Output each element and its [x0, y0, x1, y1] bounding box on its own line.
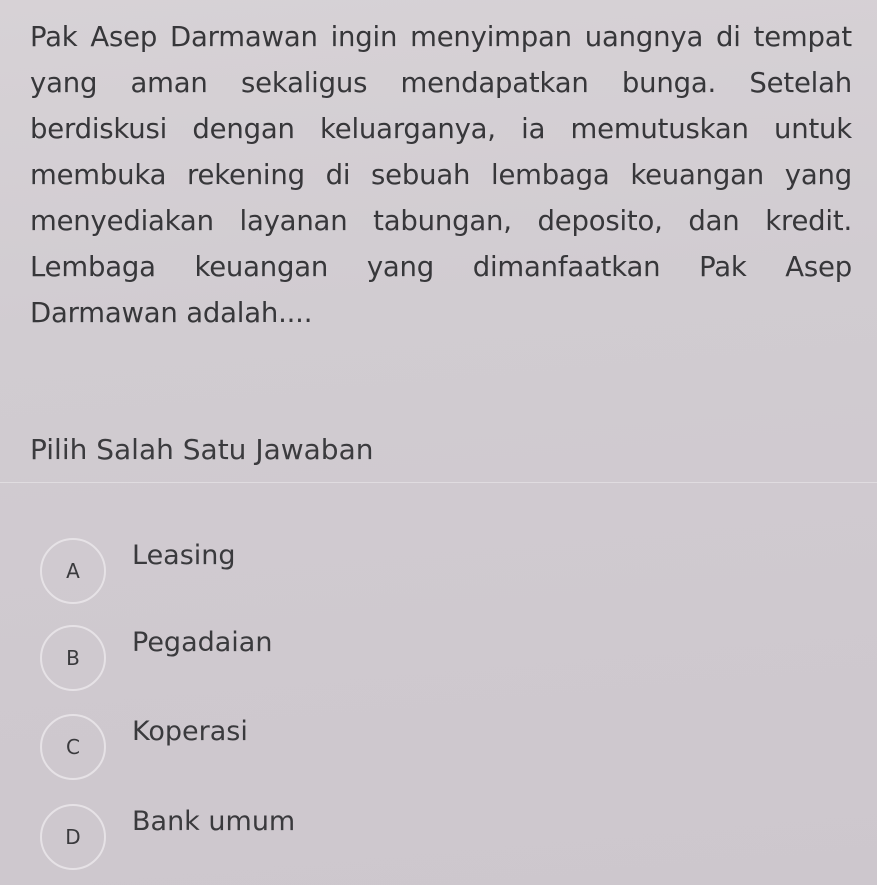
option-label-d[interactable]: Bank umum	[132, 806, 296, 837]
divider	[0, 482, 877, 483]
option-b[interactable]	[40, 625, 820, 695]
question-line: Lembaga keuangan yang dimanfaatkan Pak Asep	[30, 251, 852, 283]
option-d[interactable]	[40, 804, 820, 874]
answer-prompt: Pilih Salah Satu Jawaban	[30, 433, 374, 466]
question-line: berdiskusi dengan keluarganya, ia memutuskan untuk	[30, 113, 852, 145]
option-label-a[interactable]: Leasing	[132, 540, 236, 571]
option-label-b[interactable]: Pegadaian	[132, 627, 273, 658]
question-line: membuka rekening di sebuah lembaga keuangan yang	[30, 159, 852, 191]
option-c[interactable]	[40, 714, 820, 784]
option-letter-d[interactable]: D	[40, 804, 106, 870]
option-letter-c[interactable]: C	[40, 714, 106, 780]
question-text	[30, 14, 852, 336]
option-letter-a[interactable]: A	[40, 538, 106, 604]
option-letter-b[interactable]: B	[40, 625, 106, 691]
question-line: Pak Asep Darmawan ingin menyimpan uangnya di tempat	[30, 21, 852, 53]
option-label-c[interactable]: Koperasi	[132, 716, 248, 747]
question-line: menyediakan layanan tabungan, deposito, dan kredit.	[30, 205, 852, 237]
option-a[interactable]	[40, 538, 820, 608]
question-line: yang aman sekaligus mendapatkan bunga. Setelah	[30, 67, 852, 99]
question-line: Darmawan adalah....	[30, 297, 313, 329]
